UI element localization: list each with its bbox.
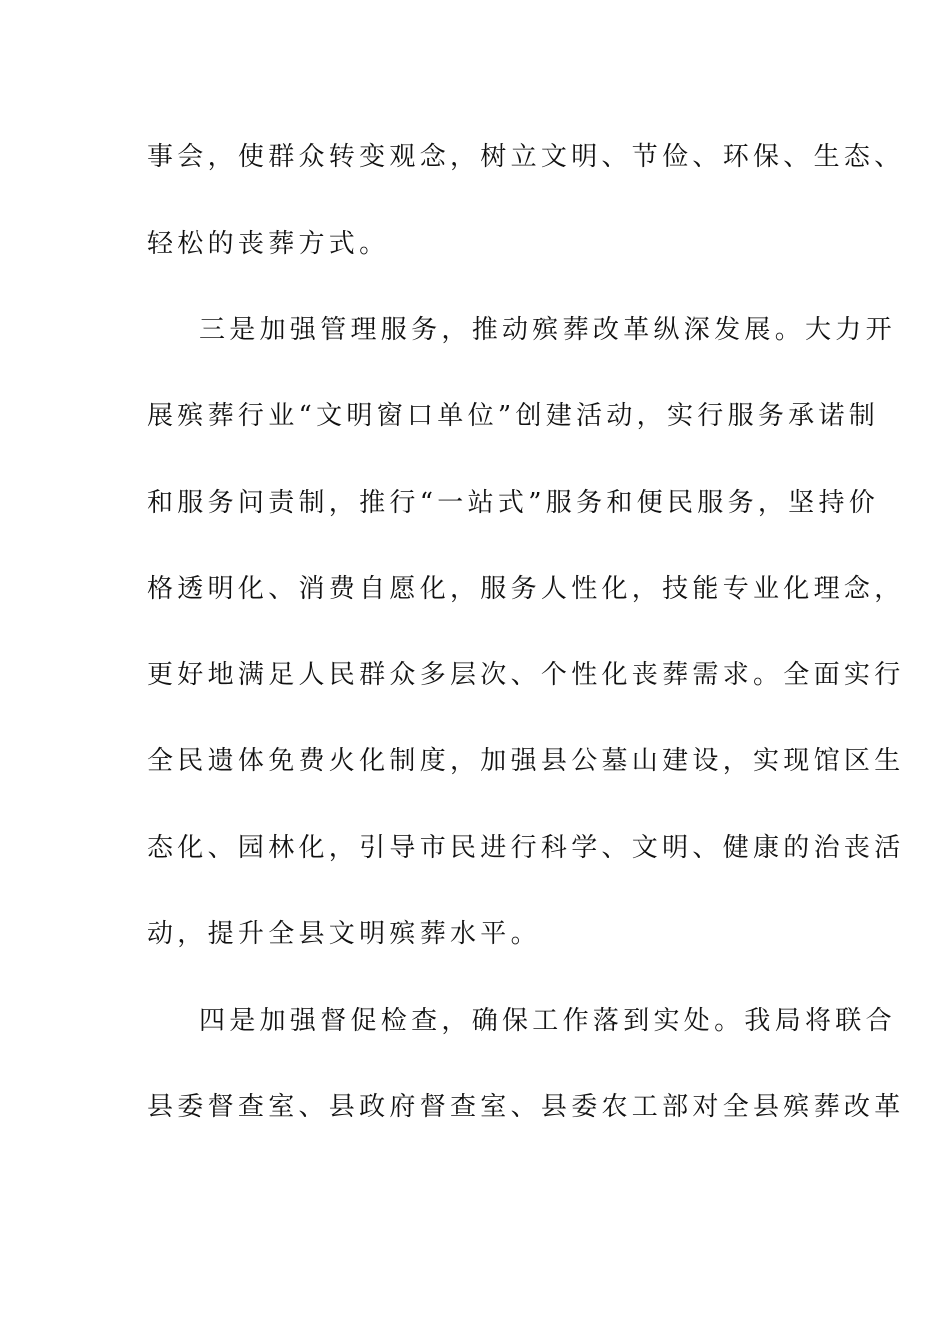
text-line: 县委督查室、县政府督查室、县委农工部对全县殡葬改革: [147, 1092, 905, 1122]
text-line: 全民遗体免费火化制度，加强县公墓山建设，实现馆区生: [147, 746, 905, 776]
paragraph-start-line: 四是加强督促检查，确保工作落到实处。我局将联合: [199, 1006, 896, 1036]
paragraph-start-line: 三是加强管理服务，推动殡葬改革纵深发展。大力开: [199, 315, 896, 345]
text-line: 更好地满足人民群众多层次、个性化丧葬需求。全面实行: [147, 660, 905, 690]
text-line: 动，提升全县文明殡葬水平。: [147, 919, 541, 949]
text-line: 和服务问责制，推行“一站式”服务和便民服务，坚持价: [147, 488, 880, 518]
text-line: 展殡葬行业“文明窗口单位”创建活动，实行服务承诺制: [147, 401, 880, 431]
text-line: 事会，使群众转变观念，树立文明、节俭、环保、生态、: [147, 142, 905, 172]
text-line: 格透明化、消费自愿化，服务人性化，技能专业化理念，: [147, 574, 905, 604]
text-line: 态化、园林化，引导市民进行科学、文明、健康的治丧活: [147, 833, 905, 863]
text-line: 轻松的丧葬方式。: [147, 229, 390, 259]
